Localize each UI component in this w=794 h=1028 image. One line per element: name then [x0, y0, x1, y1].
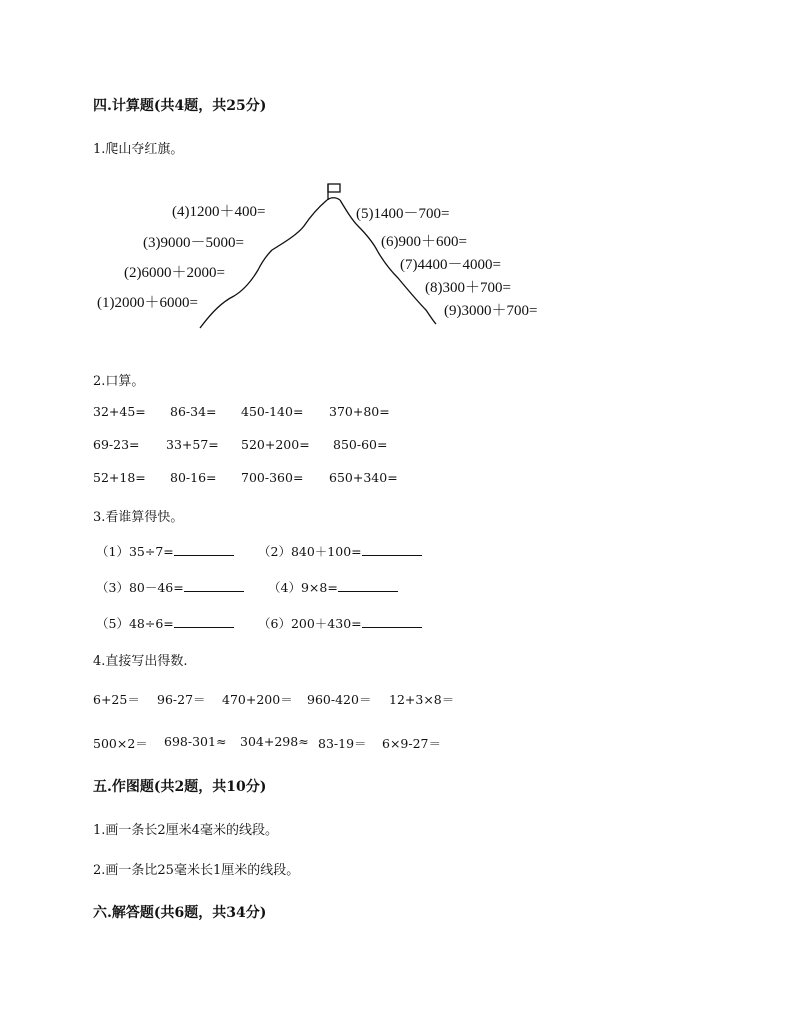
q2-cell: 69-23=: [93, 437, 140, 452]
q2-cell: 32+45=: [93, 404, 146, 419]
section-6-title: 六.解答题(共6题，共34分): [93, 905, 267, 921]
answer-blank[interactable]: [338, 579, 398, 592]
q3-item-number: （5）: [96, 616, 129, 631]
q4-cell: 6+25＝: [93, 692, 140, 707]
q3-item-2: [258, 542, 422, 560]
mountain-label-5: (5)1400－700=: [356, 206, 450, 222]
q3-item-expr: 48÷6=: [128, 616, 174, 631]
q2-cell: 33+57=: [166, 437, 219, 452]
q3-item-expr: 80－46=: [128, 580, 184, 595]
mountain-label-7: (7)4400－4000=: [400, 257, 501, 273]
q2-cell: 370+80=: [329, 404, 390, 419]
q3-item-expr: 9×8=: [300, 580, 338, 595]
answer-blank[interactable]: [362, 615, 422, 628]
q3-item-3: [96, 578, 244, 596]
q4-cell: 470+200＝: [222, 692, 293, 707]
q2-cell: 650+340=: [329, 470, 398, 485]
q4-cell: 96-27＝: [157, 692, 206, 707]
mountain-label-9: (9)3000＋700=: [444, 303, 538, 319]
mountain-label-2: (2)6000＋2000=: [124, 265, 225, 281]
q3-item-number: （6）: [258, 616, 291, 631]
q3-item-5: [96, 614, 234, 632]
q2-cell: 850-60=: [333, 437, 388, 452]
q2-cell: 450-140=: [241, 404, 304, 419]
q4-cell: 698-301≈: [164, 734, 227, 749]
q2-cell: 86-34=: [170, 404, 217, 419]
mountain-label-6: (6)900＋600=: [381, 234, 467, 250]
q3-item-expr: 840＋100=: [290, 544, 362, 559]
q3-title: 3.看谁算得快。: [93, 510, 184, 525]
mountain-label-3: (3)9000－5000=: [143, 235, 244, 251]
q3-item-number: （2）: [258, 544, 291, 559]
q3-item-6: [258, 614, 422, 632]
mountain-label-1: (1)2000＋6000=: [97, 295, 198, 311]
q4-cell: 500×2＝: [93, 736, 148, 751]
q3-item-expr: 200＋430=: [290, 616, 362, 631]
q3-item-number: （1）: [96, 544, 129, 559]
section-5-title: 五.作图题(共2题，共10分): [93, 779, 267, 795]
q3-item-expr: 35÷7=: [128, 544, 174, 559]
q3-item-4: [268, 578, 398, 596]
q2-cell: 700-360=: [241, 470, 304, 485]
answer-blank[interactable]: [362, 543, 422, 556]
answer-blank[interactable]: [174, 543, 234, 556]
answer-blank[interactable]: [184, 579, 244, 592]
section-4-title: 四.计算题(共4题，共25分): [93, 98, 267, 114]
q4-cell: 83-19＝: [318, 736, 367, 751]
q1-title: 1.爬山夺红旗。: [93, 142, 184, 157]
s5-q2: 2.画一条比25毫米长1厘米的线段。: [93, 863, 300, 878]
q2-title: 2.口算。: [93, 374, 145, 389]
mountain-label-4: (4)1200＋400=: [172, 204, 266, 220]
q4-cell: 12+3×8＝: [389, 692, 455, 707]
q2-cell: 520+200=: [241, 437, 310, 452]
answer-blank[interactable]: [174, 615, 234, 628]
q3-item-number: （3）: [96, 580, 129, 595]
q4-title: 4.直接写出得数.: [93, 654, 188, 669]
q3-item-number: （4）: [268, 580, 301, 595]
s5-q1: 1.画一条长2厘米4毫米的线段。: [93, 823, 278, 838]
q4-cell: 304+298≈: [240, 734, 309, 749]
q4-cell: 6×9-27＝: [382, 736, 442, 751]
q2-cell: 80-16=: [170, 470, 217, 485]
q2-cell: 52+18=: [93, 470, 146, 485]
q4-cell: 960-420＝: [307, 692, 372, 707]
q3-item-1: [96, 542, 234, 560]
mountain-label-8: (8)300＋700=: [425, 280, 511, 296]
